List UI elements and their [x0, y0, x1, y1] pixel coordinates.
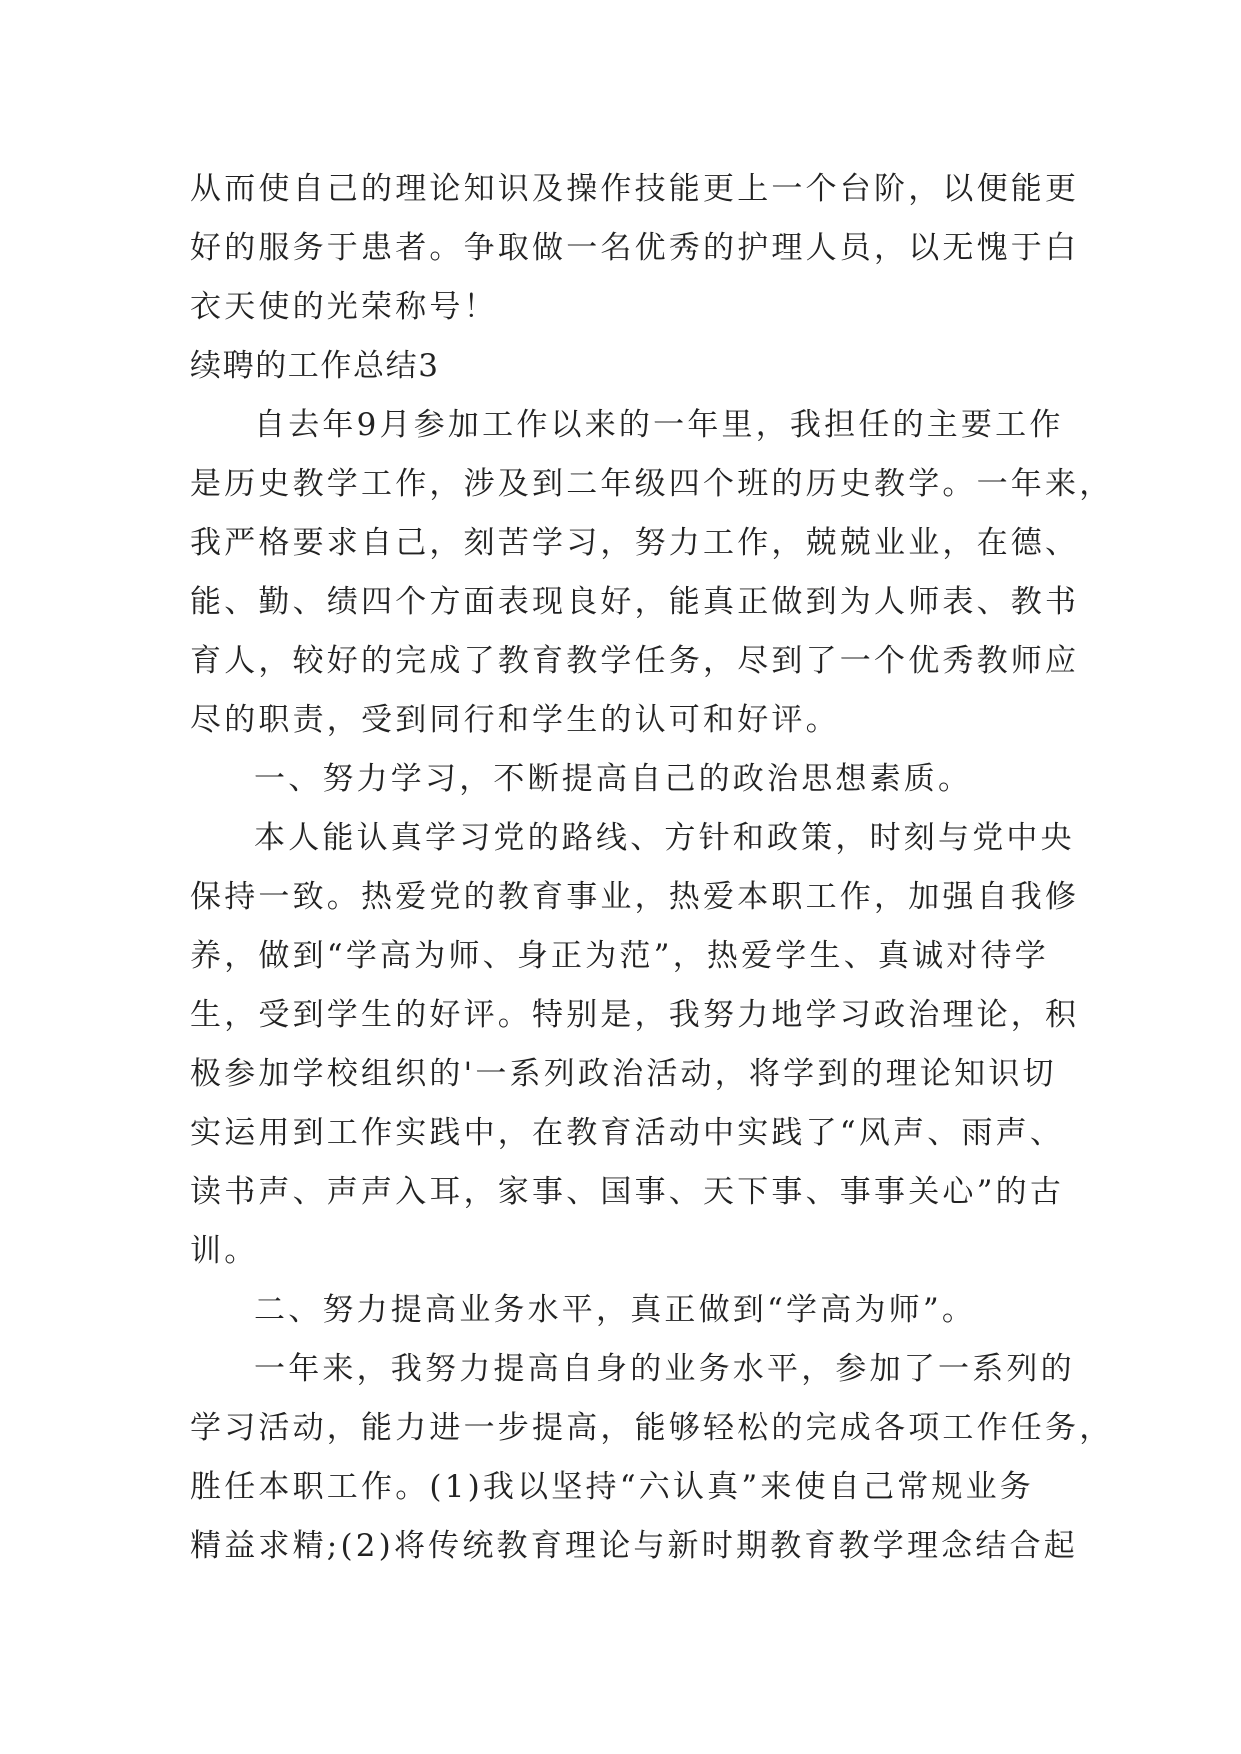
text-line: 好的服务于患者。争取做一名优秀的护理人员，以无愧于白 [190, 230, 1080, 266]
text-line: 尽的职责，受到同行和学生的认可和好评。 [190, 702, 840, 738]
subheading: 一、努力学习，不断提高自己的政治思想素质。 [254, 761, 973, 797]
text-line: 保持一致。热爱党的教育事业，热爱本职工作，加强自我修 [190, 879, 1080, 915]
text-line: 生，受到学生的好评。特别是，我努力地学习政治理论，积 [190, 997, 1080, 1033]
paragraph-first-line: 一年来，我努力提高自身的业务水平，参加了一系列的 [254, 1351, 1075, 1387]
text-line: 我严格要求自己，刻苦学习，努力工作，兢兢业业，在德、 [190, 525, 1080, 561]
text-line: 读书声、声声入耳，家事、国事、天下事、事事关心”的古 [190, 1174, 1065, 1210]
text-line: 胜任本职工作。(1)我以坚持“六认真”来使自己常规业务 [190, 1469, 1035, 1505]
text-line: 是历史教学工作，涉及到二年级四个班的历史教学。一年来， [190, 466, 1114, 502]
text-line: 养，做到“学高为师、身正为范”，热爱学生、真诚对待学 [190, 938, 1049, 974]
text-line: 精益求精;(2)将传统教育理论与新时期教育教学理念结合起 [190, 1528, 1078, 1564]
text-line: 训。 [190, 1233, 259, 1269]
text-line: 极参加学校组织的'一系列政治活动，将学到的理论知识切 [190, 1056, 1057, 1092]
text-line: 从而使自己的理论知识及操作技能更上一个台阶，以便能更 [190, 171, 1080, 207]
text-line: 能、勤、绩四个方面表现良好，能真正做到为人师表、教书 [190, 584, 1080, 620]
paragraph-first-line: 本人能认真学习党的路线、方针和政策，时刻与党中央 [254, 820, 1075, 856]
section-title: 续聘的工作总结3 [190, 348, 440, 384]
text-line: 学习活动，能力进一步提高，能够轻松的完成各项工作任务， [190, 1410, 1114, 1446]
text-line: 实运用到工作实践中，在教育活动中实践了“风声、雨声、 [190, 1115, 1065, 1151]
paragraph-first-line: 自去年9月参加工作以来的一年里，我担任的主要工作 [254, 407, 1064, 443]
subheading: 二、努力提高业务水平，真正做到“学高为师”。 [254, 1292, 977, 1328]
document-body [190, 160, 1114, 1576]
text-line: 衣天使的光荣称号！ [190, 289, 498, 325]
text-line: 育人，较好的完成了教育教学任务，尽到了一个优秀教师应 [190, 643, 1080, 679]
